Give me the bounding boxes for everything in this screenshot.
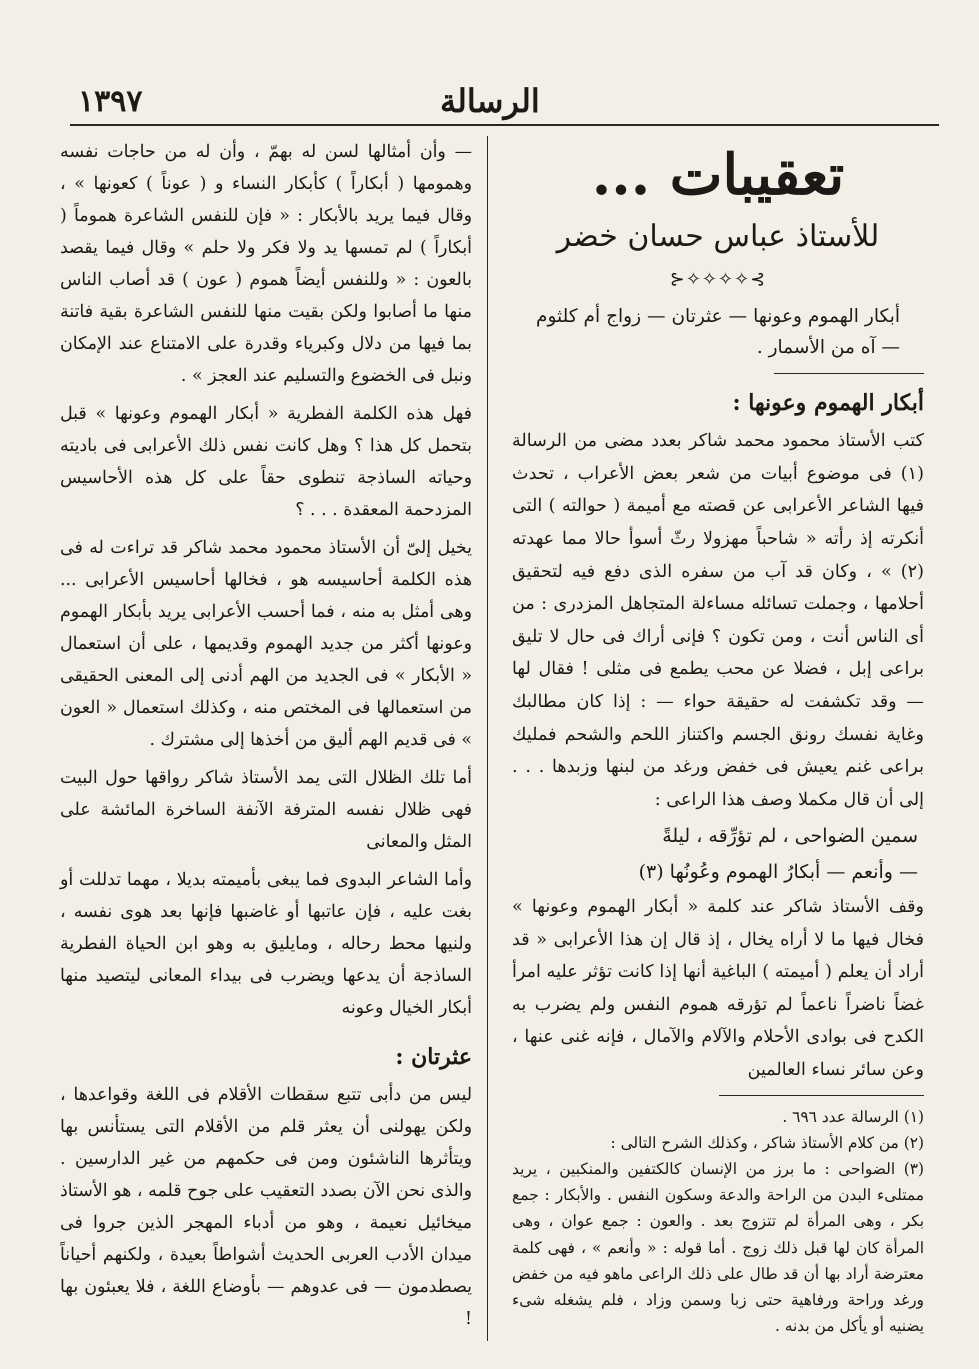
paragraph: وأما الشاعر البدوى فما يبغى بأميمته بديلا ، مهما تدللت أو بغت عليه ، فإن عاتبها أو غاضبها فإنها بعد هوى نفسه ، ولنيها محط رحاله ، ومايليق به وهو ابن الحياة الفطرية الساذجة أن يدعها ويضرب فى بيداء المعانى ليتصيد منها أبكار الخيال وعونه [60, 870, 472, 1019]
column-divider [487, 136, 488, 1341]
poem-line: سمين الضواحى ، لم تؤرِّقه ، ليلةً [662, 824, 918, 847]
footnote: (٣) الضواحى : ما برز من الإنسان كالكتفين والمنكبين ، يريد ممتلىء البدن من الراحة والدعة وسكون النفس . والأبكار : جمع بكر ، وهى المرأة لم تتزوج بعد . والعون : جمع عوان ، وهى المرأة كان لها قبل ذلك زوج . أما قوله : « وأنعم » ، فهى كلمة معترضة أراد بها أن قد طال على ذلك الراعى ماهو فيه من خفض ورغد وراحة ورفاهية حتى زبا وسمن وزاد ، فلم يشغله شىء يضنيه أو يأكل من بدنه . [512, 1160, 924, 1336]
paragraph: كتب الأستاذ محمود محمد شاكر بعدد مضى من الرسالة (١) فى موضوع أبيات من شعر بعض الأعراب ، تحدث فيها الشاعر الأعرابى عن قصته مع أميمة ( حوالته ) التى أنكرته إذ رأته « شاحباً مهزولا رثّ أسوأ حالا مما عهدته (٢) » ، وكان قد آب من سفره الذى دفع فيه لتحقيق أحلامها ، وجملت تسائله مساءلة المتجاهل المزدرى : من أى الناس أنت ، ومن تكون ؟ فإنى أراك فى حال لا تليق براعى إبل ، فضلا عن محب يطمع فى مثلى ! فقال لها — وقد تكشفت له حقيقة حواء — : إذا كان مطالبك وغاية نفسك رونق الجسم واكتناز اللحم والشحم فمليك براعى غنم يعيش فى خفض ورغد من لبنها وزبدها . . . إلى أن قال مكملا وصف هذا الراعى : [512, 431, 924, 810]
footnote: (١) الرسالة عدد ٦٩٦ . [782, 1107, 924, 1126]
left-column [60, 136, 472, 1335]
paragraph: وقف الأستاذ شاكر عند كلمة « أبكار الهموم وعونها » فخال فيها ما لا أراه يخال ، إذ قال إن هذا الأعرابى « قد أراد أن يعلم ( أميمته ) الباغية أنها إذا كانت تؤثر عليه امرأ غضاً ناضراً ناعماً لم تؤرقه هموم النفس ولم يضرب به الكدح فى بوادى الأحلام والآلام والآمال ، فإنه غنى عنها ، وعن سائر نساء العالمين [512, 896, 924, 1081]
abstract-rule [774, 373, 924, 374]
article-abstract: أبكار الهموم وعونها — عثرتان — زواج أم كلثوم — آه من الأسمار . [536, 306, 900, 358]
paragraph: يخيل إلىّ أن الأستاذ محمود محمد شاكر قد تراءت له فى هذه الكلمة أحاسيسه هو ، فخالها أحاسيس الأعرابى ... وهى أمثل به منه ، فما أحسب الأعرابى يريد بأبكار الهموم وعونها أكثر من جديد الهموم وقديمها ، على أن استعمال « الأبكار » فى الجديد من الهم أدنى إلى المعنى الحقيقى من استعمالها فى المختص منه ، وكذلك استعمال « العون » فى قديم الهم أليق من أخذها إلى مشترك . [60, 538, 472, 751]
paragraph: ليس من دأبى تتبع سقطات الأقلام فى اللغة وقواعدها ، ولكن يهولنى أن يعثر قلم من الأقلام التى يستأنس بها ويتأثرها الناشئون ومن فى حكمهم من غير الدارسين . والذى نحن الآن بصدد التعقيب على جوح قلمه ، هو الأستاذ ميخائيل نعيمة ، وهو من أدباء المهجر الذين جروا فى ميدان الأدب العربى الحديث أشواطاً بعيدة ، ولكنهم أحياناً يصطدمون — فى عدوهم — بأوضاع اللغة ، فلا يعبئون بها ! [60, 1085, 472, 1330]
ornament-divider: ⊱✧✧✧✧⊰ [669, 269, 767, 291]
header-rule [70, 124, 939, 126]
section-heading-1: أبكار الهموم وعونها : [732, 390, 924, 417]
footnote-rule [719, 1095, 924, 1096]
article-title: تعقيبات ... [591, 142, 845, 208]
article-byline: للأستاذ عباس حسان خضر [556, 219, 880, 255]
paragraph: — وأن أمثالها لسن له بهمّ ، وأن له من حاجات نفسه وهمومها ( أبكاراً ) كأبكار النساء و ( عوناً ) كعونها » ، وقال فيما يريد بالأبكار : « فإن للنفس الشاعرة هموماً ( أبكاراً ) لم تمسها يد ولا فكر ولا حلم » وقال فيما يقصد بالعون : « وللنفس أيضاً هموم ( عون ) قد أصاب الناس منها ما أصابوا ولكن بقيت منها للنفس الشاعرة بقية فاتنة بما فيها من دلال وكبرياء وقدرة على الامتناع عند الإمكان ونبل فى الخضوع والتسليم عند العجز » . [60, 142, 472, 387]
section-heading-2: عثرتان : [395, 1044, 472, 1071]
right-column [512, 136, 924, 1339]
page-number: ١٣٩٧ [78, 84, 143, 119]
paragraph: أما تلك الظلال التى يمد الأستاذ شاكر رواقها حول البيت فهى ظلال نفسه المترفة الآنفة الساخرة المائشة على المثل والمعانى [60, 768, 472, 853]
paragraph: فهل هذه الكلمة الفطرية « أبكار الهموم وعونها » قبل بتحمل كل هذا ؟ وهل كانت نفس ذلك الأعرابى فى باديته وحياته الساذجة تنطوى حقاً على كل هذه الأحاسيس المزدحمة المعقدة . . . ؟ [60, 404, 472, 521]
footnote: (٢) من كلام الأستاذ شاكر ، وكذلك الشرح التالى : [610, 1133, 924, 1152]
poem-line: — وأنعم — أبكارُ الهموم وعُونُها (٣) [638, 860, 918, 883]
magazine-title: الرسالة [440, 82, 540, 120]
